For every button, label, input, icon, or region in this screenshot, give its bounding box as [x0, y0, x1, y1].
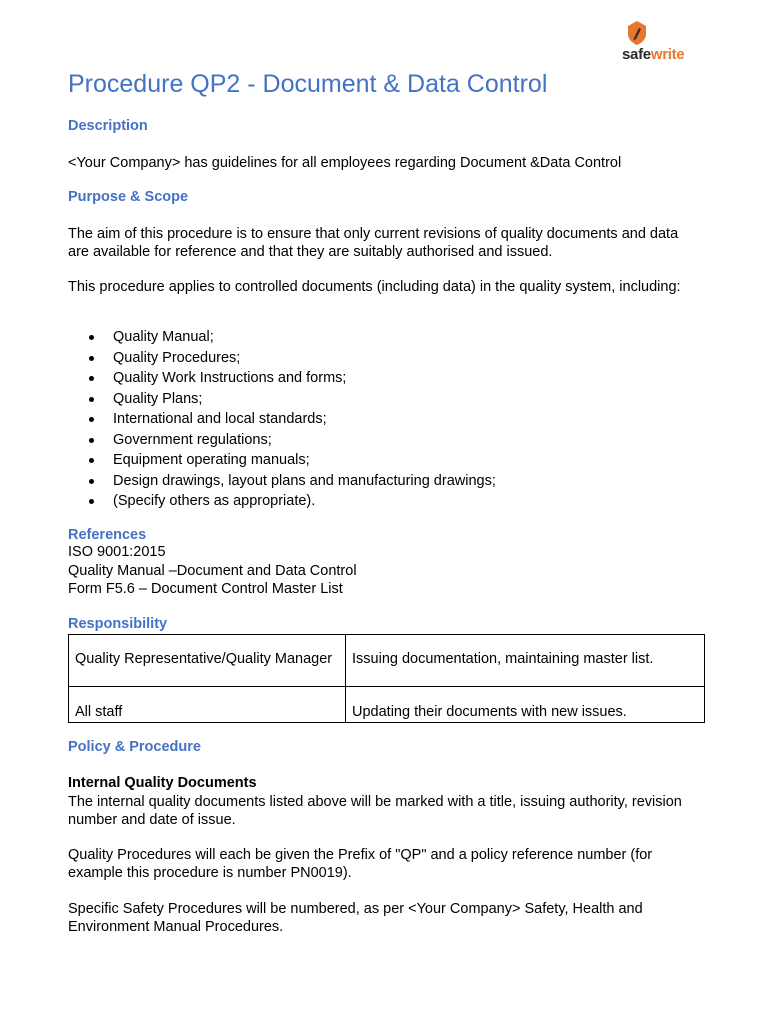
list-item-text: Design drawings, layout plans and manufacturing drawings; [113, 472, 496, 489]
role-cell: All staff [69, 687, 346, 723]
list-item [68, 431, 496, 452]
role-cell: Quality Representative/Quality Manager [69, 635, 346, 687]
shield-icon [626, 20, 648, 46]
bullet-icon [89, 479, 94, 484]
bullet-icon [89, 376, 94, 381]
list-item [68, 390, 496, 411]
logo-wordmark [622, 46, 684, 63]
policy-paragraph-1: The internal quality documents listed above will be marked with a title, issuing authority, revision number and date of issue. [68, 794, 682, 828]
bullet-icon [89, 417, 94, 422]
references-heading: References [68, 527, 147, 543]
duty-cell: Issuing documentation, maintaining master list. [346, 635, 705, 687]
list-item-text: Quality Work Instructions and forms; [113, 370, 347, 386]
reference-line: Form F5.6 – Document Control Master List [68, 581, 343, 597]
list-item [68, 472, 496, 493]
policy-paragraph-3: Specific Safety Procedures will be numbered, as per <Your Company> Safety, Health and Environment Manual Procedures. [68, 901, 643, 935]
logo-text-safe: safe [622, 46, 651, 63]
list-item-text: International and local standards; [113, 411, 327, 427]
bullet-icon [89, 397, 94, 402]
list-item-text: Quality Manual; [113, 329, 214, 345]
internal-documents-subheading: Internal Quality Documents [68, 775, 257, 791]
table-row [69, 635, 705, 687]
policy-paragraph-2: Quality Procedures will each be given the Prefix of "QP" and a policy reference number (for example this procedure is number PN0019). [68, 847, 653, 881]
purpose-paragraph-2: This procedure applies to controlled documents (including data) in the quality system, including: [68, 279, 681, 295]
list-item [68, 492, 496, 513]
page-title: Procedure QP2 - Document & Data Control [68, 70, 548, 98]
responsibility-table [68, 634, 705, 723]
list-item [68, 451, 496, 472]
reference-line: Quality Manual –Document and Data Control [68, 563, 357, 579]
bullet-icon [89, 438, 94, 443]
bullet-icon [89, 458, 94, 463]
list-item-text: Equipment operating manuals; [113, 452, 310, 468]
reference-line: ISO 9001:2015 [68, 544, 166, 560]
list-item [68, 328, 496, 349]
list-item [68, 349, 496, 370]
list-item [68, 369, 496, 390]
table-row [69, 687, 705, 723]
description-heading: Description [68, 118, 148, 134]
purpose-paragraph-1: The aim of this procedure is to ensure that only current revisions of quality documents and data are available for reference and that they are suitably authorised and issued. [68, 226, 679, 260]
description-text: <Your Company> has guidelines for all employees regarding Document &Data Control [68, 155, 622, 171]
bullet-icon [89, 335, 94, 340]
bullet-icon [89, 499, 94, 504]
controlled-documents-list [68, 328, 496, 513]
list-item-text: Quality Procedures; [113, 349, 241, 366]
bullet-icon [89, 356, 94, 361]
purpose-heading: Purpose & Scope [68, 189, 189, 205]
list-item-text: Quality Plans; [113, 390, 203, 407]
list-item [68, 410, 496, 431]
duty-cell: Updating their documents with new issues. [346, 687, 705, 723]
policy-heading: Policy & Procedure [68, 739, 201, 755]
list-item-text: (Specify others as appropriate). [113, 493, 316, 509]
logo-text-write: write [650, 46, 685, 63]
responsibility-heading: Responsibility [68, 616, 168, 632]
list-item-text: Government regulations; [113, 431, 272, 448]
safewrite-logo [622, 20, 698, 64]
